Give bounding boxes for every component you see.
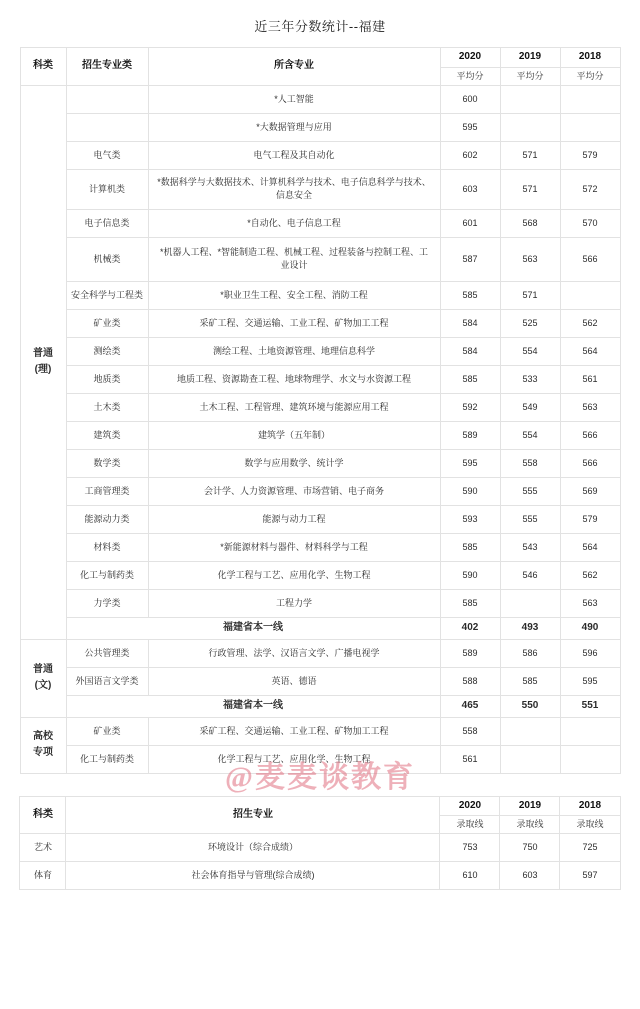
score-2020: 587: [440, 237, 500, 281]
contains-majors: 会计学、人力资源管理、市场营销、电子商务: [148, 477, 440, 505]
table-spacer: [20, 774, 620, 797]
header-year-2019-2: 2019: [500, 796, 560, 816]
score-2018: 569: [560, 477, 620, 505]
contains-majors: 地质工程、资源勘查工程、地球物理学、水文与水资源工程: [148, 365, 440, 393]
score-2018: 562: [560, 309, 620, 337]
category-art: 艺术: [20, 834, 66, 862]
subheader-admission-2020: 录取线: [440, 816, 500, 834]
score-2018: 597: [560, 862, 620, 890]
score-2019: [500, 717, 560, 745]
category-sports: 体育: [20, 862, 66, 890]
score-2020: 585: [440, 589, 500, 617]
category-label-line2: (文): [34, 680, 52, 692]
score-2020: 558: [440, 717, 500, 745]
score-2018: [560, 281, 620, 309]
score-2018: [560, 113, 620, 141]
score-2018: 725: [560, 834, 620, 862]
header-year-2018: 2018: [560, 48, 620, 68]
major-category: 电气类: [66, 141, 148, 169]
major-category: 矿业类: [66, 717, 148, 745]
header-contains-majors: 所含专业: [148, 48, 440, 86]
contains-majors: 化学工程与工艺、应用化学、生物工程: [148, 745, 440, 773]
major-category: 建筑类: [66, 421, 148, 449]
header-major: 招生专业: [66, 796, 440, 834]
score-2019: 603: [500, 862, 560, 890]
major-category: 外国语言文学类: [66, 667, 148, 695]
major-name: 环境设计（综合成绩）: [66, 834, 440, 862]
header-year-2019: 2019: [500, 48, 560, 68]
table-header-row: [20, 48, 620, 68]
score-2018: 561: [560, 365, 620, 393]
major-category: [66, 85, 148, 113]
line-score-2019: 550: [500, 695, 560, 717]
major-category: 地质类: [66, 365, 148, 393]
provincial-line-label: 福建省本一线: [66, 695, 440, 717]
subheader-avg-2019: 平均分: [500, 67, 560, 85]
score-2020: 603: [440, 169, 500, 209]
table-row: [20, 639, 620, 667]
score-2020: 602: [440, 141, 500, 169]
table-row: [20, 237, 620, 281]
contains-majors: *职业卫生工程、安全工程、消防工程: [148, 281, 440, 309]
major-category: 电子信息类: [66, 209, 148, 237]
score-2018: 579: [560, 505, 620, 533]
table-row: [20, 141, 620, 169]
score-2019: 533: [500, 365, 560, 393]
score-2019: 555: [500, 477, 560, 505]
subheader-admission-2019: 录取线: [500, 816, 560, 834]
contains-majors: *自动化、电子信息工程: [148, 209, 440, 237]
major-category: 力学类: [66, 589, 148, 617]
score-2019: 546: [500, 561, 560, 589]
major-category: 测绘类: [66, 337, 148, 365]
score-2020: 561: [440, 745, 500, 773]
score-2019: [500, 745, 560, 773]
table-row: [20, 85, 620, 113]
table-row: [20, 421, 620, 449]
table-row: [20, 834, 620, 862]
table-row: [20, 745, 620, 773]
score-2020: 589: [440, 421, 500, 449]
subheader-admission-2018: 录取线: [560, 816, 620, 834]
score-2020: 588: [440, 667, 500, 695]
major-category: 数学类: [66, 449, 148, 477]
score-2019: 543: [500, 533, 560, 561]
score-2018: 563: [560, 589, 620, 617]
contains-majors: 化学工程与工艺、应用化学、生物工程: [148, 561, 440, 589]
score-2020: 600: [440, 85, 500, 113]
score-2020: 592: [440, 393, 500, 421]
score-2020: 585: [440, 533, 500, 561]
score-2018: 566: [560, 421, 620, 449]
major-category: 工商管理类: [66, 477, 148, 505]
score-table-art-sports: [19, 774, 620, 891]
table-row: [20, 393, 620, 421]
major-category: 安全科学与工程类: [66, 281, 148, 309]
category-cell-special-program: [20, 717, 66, 773]
score-2019: [500, 85, 560, 113]
score-2020: 590: [440, 477, 500, 505]
line-score-2018: 551: [560, 695, 620, 717]
major-name: 社会体育指导与管理(综合成绩): [66, 862, 440, 890]
score-2020: 585: [440, 365, 500, 393]
header-kelei-2: 科类: [20, 796, 66, 834]
score-2018: 564: [560, 533, 620, 561]
major-category: 能源动力类: [66, 505, 148, 533]
table-row: [20, 113, 620, 141]
contains-majors: 测绘工程、土地资源管理、地理信息科学: [148, 337, 440, 365]
score-2018: [560, 717, 620, 745]
score-2018: [560, 745, 620, 773]
score-2019: 555: [500, 505, 560, 533]
table-row: [20, 862, 620, 890]
contains-majors: *机器人工程、*智能制造工程、机械工程、过程装备与控制工程、工业设计: [148, 237, 440, 281]
contains-majors: *新能源材料与器件、材料科学与工程: [148, 533, 440, 561]
line-score-2020: 465: [440, 695, 500, 717]
contains-majors: 建筑学（五年制）: [148, 421, 440, 449]
score-2020: 589: [440, 639, 500, 667]
score-2019: 585: [500, 667, 560, 695]
table-row: [20, 667, 620, 695]
major-category: 化工与制药类: [66, 561, 148, 589]
score-2019: 558: [500, 449, 560, 477]
score-2018: 595: [560, 667, 620, 695]
category-cell-science: [20, 85, 66, 639]
score-2018: 563: [560, 393, 620, 421]
category-cell-arts: [20, 639, 66, 717]
score-2018: 566: [560, 449, 620, 477]
category-label-line1: 普通: [33, 348, 53, 360]
score-2018: 564: [560, 337, 620, 365]
score-table-main: [20, 47, 621, 774]
major-category: 土木类: [66, 393, 148, 421]
score-2018: 596: [560, 639, 620, 667]
major-category: [66, 113, 148, 141]
watermark: @麦麦谈教育: [225, 761, 415, 794]
subheader-avg-2020: 平均分: [440, 67, 500, 85]
table-row: [20, 281, 620, 309]
provincial-line-row-arts: [20, 695, 620, 717]
table-row: [20, 533, 620, 561]
table-row: [20, 365, 620, 393]
score-2019: 571: [500, 281, 560, 309]
page-title: 近三年分数统计--福建: [254, 19, 386, 34]
line-score-2018: 490: [560, 617, 620, 639]
table-row: [20, 505, 620, 533]
score-2020: 595: [440, 449, 500, 477]
score-2018: [560, 85, 620, 113]
contains-majors: 能源与动力工程: [148, 505, 440, 533]
score-2018: 572: [560, 169, 620, 209]
table-row: [20, 169, 620, 209]
header-major-category: 招生专业类: [66, 48, 148, 86]
header-year-2020-2: 2020: [440, 796, 500, 816]
table-row: [20, 717, 620, 745]
score-2020: 610: [440, 862, 500, 890]
contains-majors: 采矿工程、交通运输、工业工程、矿物加工工程: [148, 717, 440, 745]
provincial-line-row-science: [20, 617, 620, 639]
score-2019: 525: [500, 309, 560, 337]
table-row: [20, 337, 620, 365]
category-label-line1: 高校: [33, 731, 53, 743]
score-2020: 585: [440, 281, 500, 309]
contains-majors: 土木工程、工程管理、建筑环境与能源应用工程: [148, 393, 440, 421]
score-2020: 590: [440, 561, 500, 589]
score-2018: 562: [560, 561, 620, 589]
score-2019: 563: [500, 237, 560, 281]
major-category: 机械类: [66, 237, 148, 281]
contains-majors: 电气工程及其自动化: [148, 141, 440, 169]
major-category: 化工与制药类: [66, 745, 148, 773]
score-2020: 584: [440, 309, 500, 337]
contains-majors: *人工智能: [148, 85, 440, 113]
score-2019: 571: [500, 141, 560, 169]
table-row: [20, 589, 620, 617]
category-label-line2: 专项: [33, 747, 53, 759]
table-row: [20, 449, 620, 477]
table2-header-row: [20, 796, 620, 816]
score-2019: 554: [500, 337, 560, 365]
score-2019: 586: [500, 639, 560, 667]
table-row: [20, 477, 620, 505]
score-2019: 549: [500, 393, 560, 421]
major-category: 公共管理类: [66, 639, 148, 667]
score-2018: 570: [560, 209, 620, 237]
header-year-2020: 2020: [440, 48, 500, 68]
major-category: 矿业类: [66, 309, 148, 337]
subheader-avg-2018: 平均分: [560, 67, 620, 85]
contains-majors: 工程力学: [148, 589, 440, 617]
table-row: [20, 209, 620, 237]
score-2018: 579: [560, 141, 620, 169]
score-2020: 601: [440, 209, 500, 237]
category-label-line1: 普通: [33, 664, 53, 676]
score-2020: 753: [440, 834, 500, 862]
major-category: 计算机类: [66, 169, 148, 209]
provincial-line-label: 福建省本一线: [66, 617, 440, 639]
line-score-2020: 402: [440, 617, 500, 639]
header-kelei: 科类: [20, 48, 66, 86]
header-year-2018-2: 2018: [560, 796, 620, 816]
score-2019: 571: [500, 169, 560, 209]
score-2020: 593: [440, 505, 500, 533]
score-2019: [500, 113, 560, 141]
table-row: [20, 561, 620, 589]
score-2019: 554: [500, 421, 560, 449]
table-row: [20, 309, 620, 337]
contains-majors: 行政管理、法学、汉语言文学、广播电视学: [148, 639, 440, 667]
score-2020: 595: [440, 113, 500, 141]
line-score-2019: 493: [500, 617, 560, 639]
contains-majors: 英语、德语: [148, 667, 440, 695]
major-category: 材料类: [66, 533, 148, 561]
category-label-line2: (理): [34, 364, 52, 376]
contains-majors: *数据科学与大数据技术、计算机科学与技术、电子信息科学与技术、信息安全: [148, 169, 440, 209]
score-2019: [500, 589, 560, 617]
contains-majors: *大数据管理与应用: [148, 113, 440, 141]
score-2020: 584: [440, 337, 500, 365]
score-2018: 566: [560, 237, 620, 281]
score-2019: 568: [500, 209, 560, 237]
score-2019: 750: [500, 834, 560, 862]
contains-majors: 数学与应用数学、统计学: [148, 449, 440, 477]
contains-majors: 采矿工程、交通运输、工业工程、矿物加工工程: [148, 309, 440, 337]
